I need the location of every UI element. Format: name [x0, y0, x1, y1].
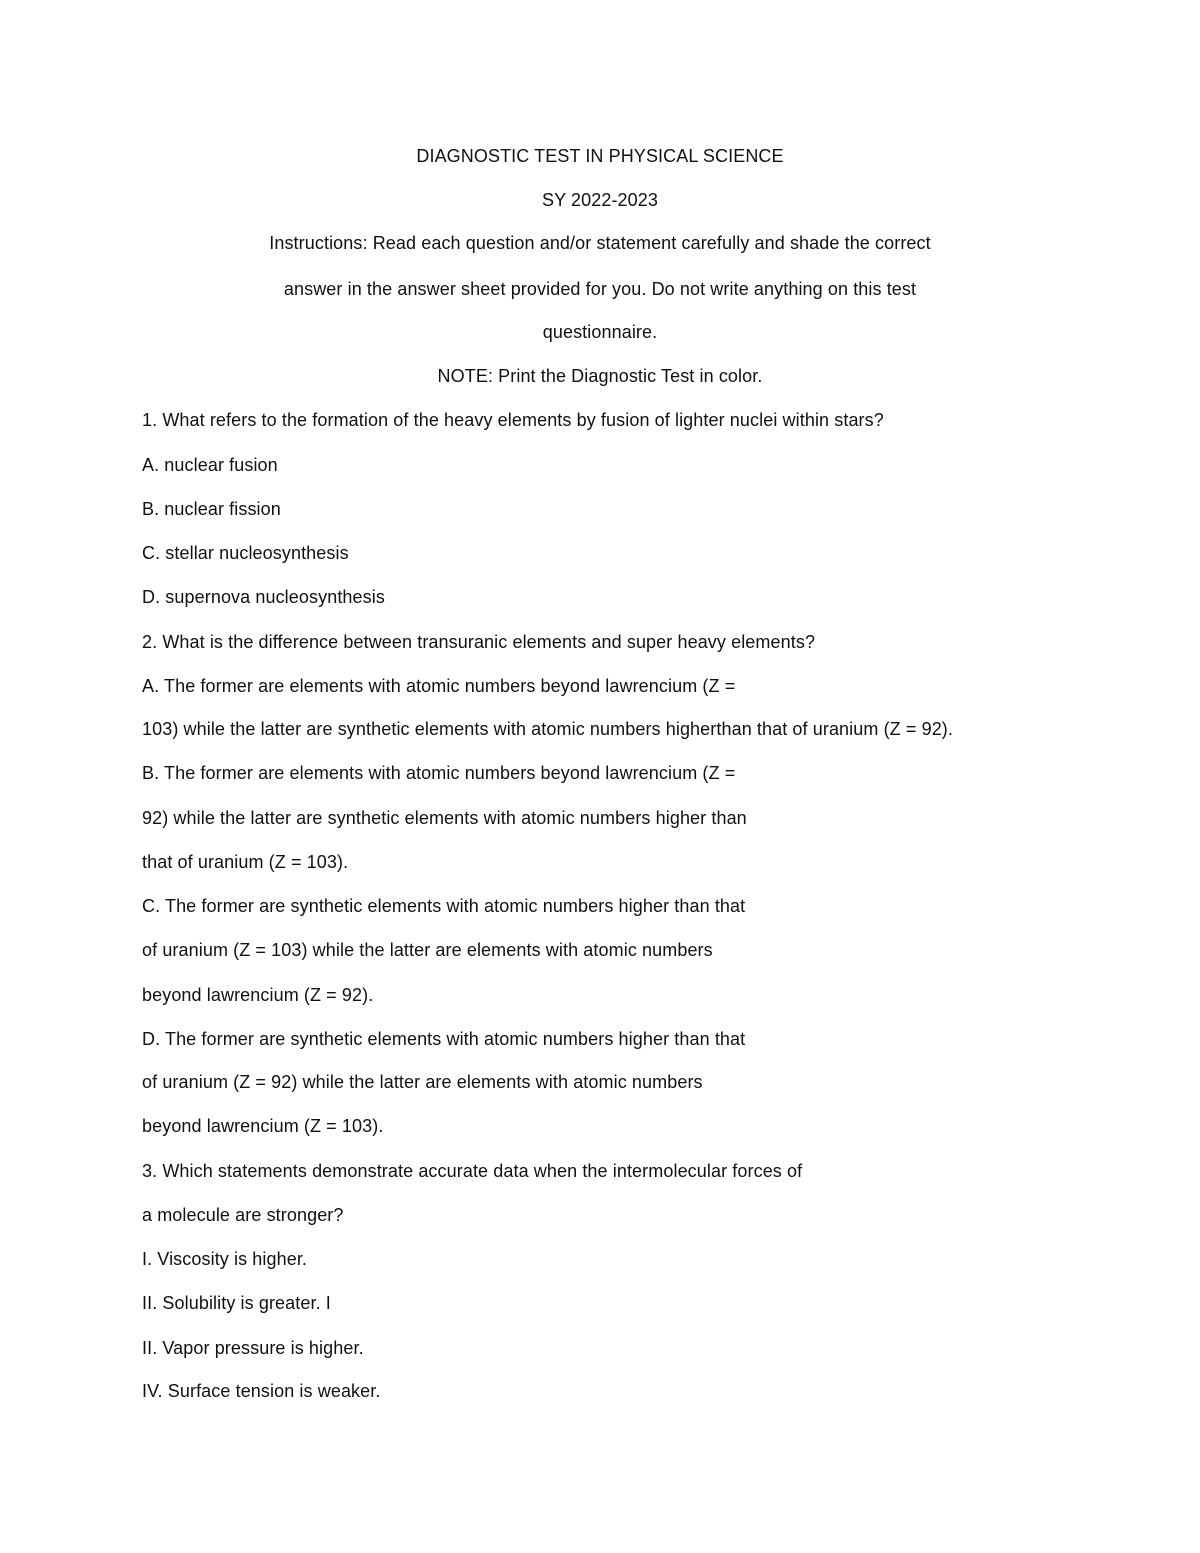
question-2-choice-d-line-3: beyond lawrencium (Z = 103). [142, 1116, 384, 1136]
instructions-line-2: answer in the answer sheet provided for you. Do not write anything on this test [283, 279, 917, 299]
question-3-statement-2: II. Solubility is greater. I [142, 1293, 331, 1313]
question-1-choice-d: D. supernova nucleosynthesis [142, 587, 385, 607]
document-title: DIAGNOSTIC TEST IN PHYSICAL SCIENCE [416, 146, 784, 166]
instructions-line-1: Instructions: Read each question and/or statement carefully and shade the correct [269, 233, 931, 253]
print-note: NOTE: Print the Diagnostic Test in color. [437, 366, 763, 386]
question-3-statement-1: I. Viscosity is higher. [142, 1249, 308, 1269]
question-2-choice-a-line-1: A. The former are elements with atomic numbers beyond lawrencium (Z = [142, 676, 736, 696]
question-2-choice-d-line-1: D. The former are synthetic elements with atomic numbers higher than that [142, 1029, 746, 1049]
question-3-statement-4: IV. Surface tension is weaker. [142, 1381, 381, 1401]
question-2-choice-b-line-3: that of uranium (Z = 103). [142, 852, 349, 872]
question-2-choice-d-line-2: of uranium (Z = 92) while the latter are elements with atomic numbers [142, 1072, 703, 1092]
question-1-choice-a: A. nuclear fusion [142, 455, 278, 475]
question-2-choice-c-line-1: C. The former are synthetic elements with atomic numbers higher than that [142, 896, 746, 916]
school-year: SY 2022-2023 [542, 190, 658, 210]
question-3-line-2: a molecule are stronger? [142, 1205, 344, 1225]
question-1: 1. What refers to the formation of the heavy elements by fusion of lighter nuclei within stars? [142, 410, 884, 430]
question-3-line-1: 3. Which statements demonstrate accurate data when the intermolecular forces of [142, 1161, 803, 1181]
question-2-choice-b-line-1: B. The former are elements with atomic numbers beyond lawrencium (Z = [142, 763, 736, 783]
question-2: 2. What is the difference between transuranic elements and super heavy elements? [142, 632, 816, 652]
question-1-choice-c: C. stellar nucleosynthesis [142, 543, 349, 563]
question-2-choice-b-line-2: 92) while the latter are synthetic elements with atomic numbers higher than [142, 808, 747, 828]
instructions-line-3: questionnaire. [542, 322, 658, 342]
question-2-choice-c-line-3: beyond lawrencium (Z = 92). [142, 985, 374, 1005]
question-3-statement-3: II. Vapor pressure is higher. [142, 1338, 364, 1358]
question-2-choice-c-line-2: of uranium (Z = 103) while the latter are elements with atomic numbers [142, 940, 713, 960]
question-1-choice-b: B. nuclear fission [142, 499, 281, 519]
question-2-choice-a-line-2: 103) while the latter are synthetic elements with atomic numbers higherthan that of uranium (Z = 92). [142, 719, 953, 739]
